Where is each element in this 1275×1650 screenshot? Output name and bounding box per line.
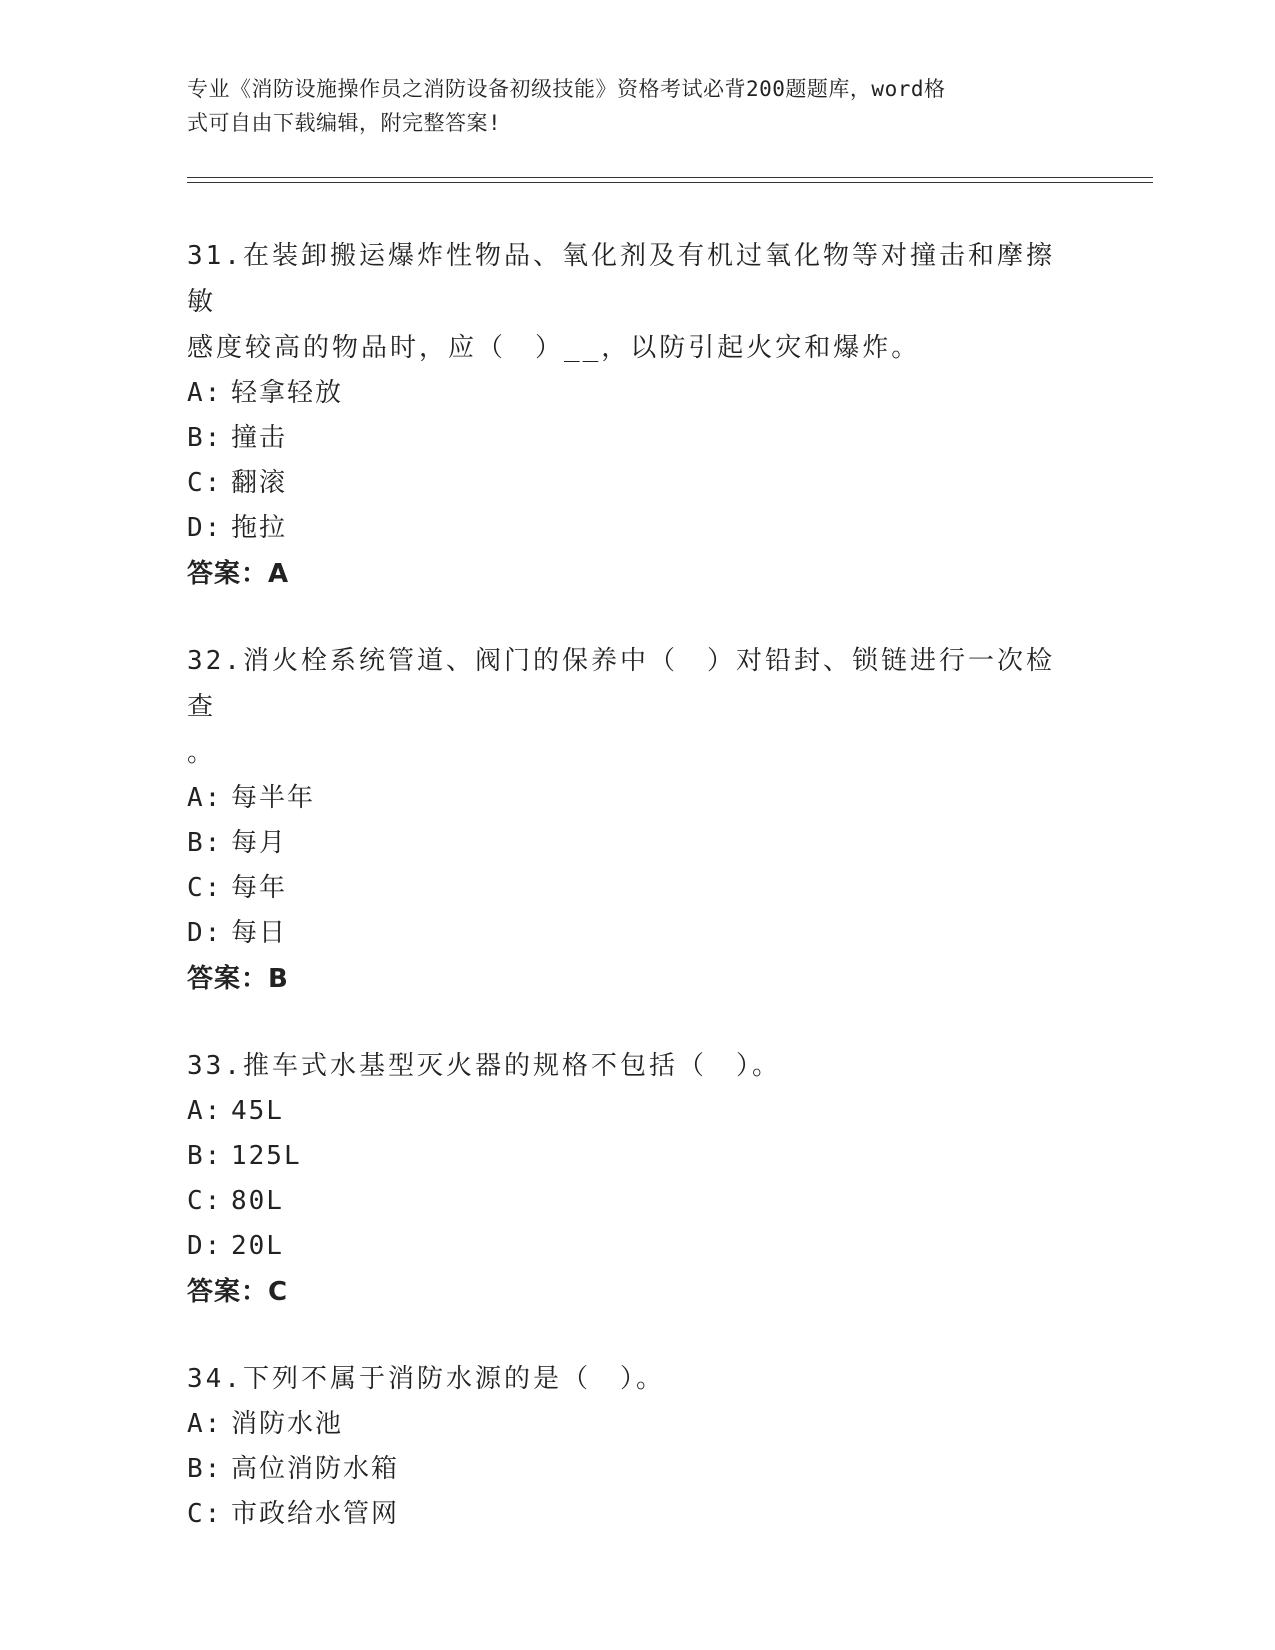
question-31	[187, 233, 1077, 597]
option-d	[187, 1224, 1077, 1269]
question-34	[187, 1356, 1077, 1537]
option-text: 每月	[231, 828, 288, 858]
option-key: C:	[187, 468, 223, 498]
question-stem-line: 32.消火栓系统管道、阀门的保养中（ ）对铅封、锁链进行一次检查	[187, 646, 1055, 722]
header-line-1: 专业《消防设施操作员之消防设备初级技能》资格考试必背200题题库，word格	[187, 77, 946, 101]
option-text: 撞击	[231, 423, 288, 453]
question-stem-line: 34.下列不属于消防水源的是（ ）。	[187, 1364, 665, 1394]
option-b	[187, 1447, 1077, 1492]
option-text: 20L	[231, 1231, 284, 1261]
option-key: B:	[187, 423, 223, 453]
answer-line: 答案：A	[187, 559, 290, 589]
option-text: 80L	[231, 1186, 284, 1216]
question-list	[187, 233, 1077, 1578]
option-text: 125L	[231, 1141, 302, 1171]
option-c	[187, 1179, 1077, 1224]
option-b	[187, 1134, 1077, 1179]
option-key: D:	[187, 918, 223, 948]
option-key: B:	[187, 1454, 223, 1484]
option-a	[187, 776, 1077, 821]
option-key: A:	[187, 783, 223, 813]
option-text: 高位消防水箱	[231, 1454, 400, 1484]
option-d	[187, 911, 1077, 956]
option-a	[187, 1402, 1077, 1447]
option-c	[187, 866, 1077, 911]
header-line-2: 式可自由下载编辑，附完整答案!	[187, 111, 502, 135]
option-key: C:	[187, 873, 223, 903]
question-stem	[187, 1356, 1077, 1402]
question-stem-line: 。	[187, 738, 217, 768]
document-header	[187, 72, 1067, 140]
option-key: D:	[187, 1231, 223, 1261]
option-text: 消防水池	[231, 1409, 344, 1439]
question-stem-line: 感度较高的物品时，应（ ）__，以防引起火灾和爆炸。	[187, 333, 921, 363]
option-key: A:	[187, 1409, 223, 1439]
option-text: 翻滚	[231, 468, 288, 498]
option-key: A:	[187, 378, 223, 408]
question-32	[187, 638, 1077, 1002]
option-c	[187, 461, 1077, 506]
question-stem-line: 33.推车式水基型灭火器的规格不包括（ ）。	[187, 1051, 781, 1081]
header-divider-top	[187, 177, 1153, 178]
option-a	[187, 371, 1077, 416]
option-text: 每年	[231, 873, 288, 903]
option-text: 轻拿轻放	[231, 378, 344, 408]
option-key: C:	[187, 1186, 223, 1216]
question-stem	[187, 233, 1077, 371]
option-key: D:	[187, 513, 223, 543]
option-key: C:	[187, 1499, 223, 1529]
option-c	[187, 1492, 1077, 1537]
answer-line: 答案：C	[187, 1277, 289, 1307]
header-divider-bottom	[187, 182, 1153, 183]
option-b	[187, 416, 1077, 461]
option-key: A:	[187, 1096, 223, 1126]
option-text: 45L	[231, 1096, 284, 1126]
option-text: 市政给水管网	[231, 1499, 400, 1529]
option-text: 每半年	[231, 783, 316, 813]
option-d	[187, 506, 1077, 551]
option-key: B:	[187, 828, 223, 858]
option-text: 每日	[231, 918, 288, 948]
answer-line: 答案：B	[187, 964, 289, 994]
option-key: B:	[187, 1141, 223, 1171]
question-stem	[187, 638, 1077, 776]
question-stem-line: 31.在装卸搬运爆炸性物品、氧化剂及有机过氧化物等对撞击和摩擦敏	[187, 241, 1055, 317]
option-text: 拖拉	[231, 513, 288, 543]
question-33	[187, 1043, 1077, 1315]
option-a	[187, 1089, 1077, 1134]
option-b	[187, 821, 1077, 866]
question-stem	[187, 1043, 1077, 1089]
